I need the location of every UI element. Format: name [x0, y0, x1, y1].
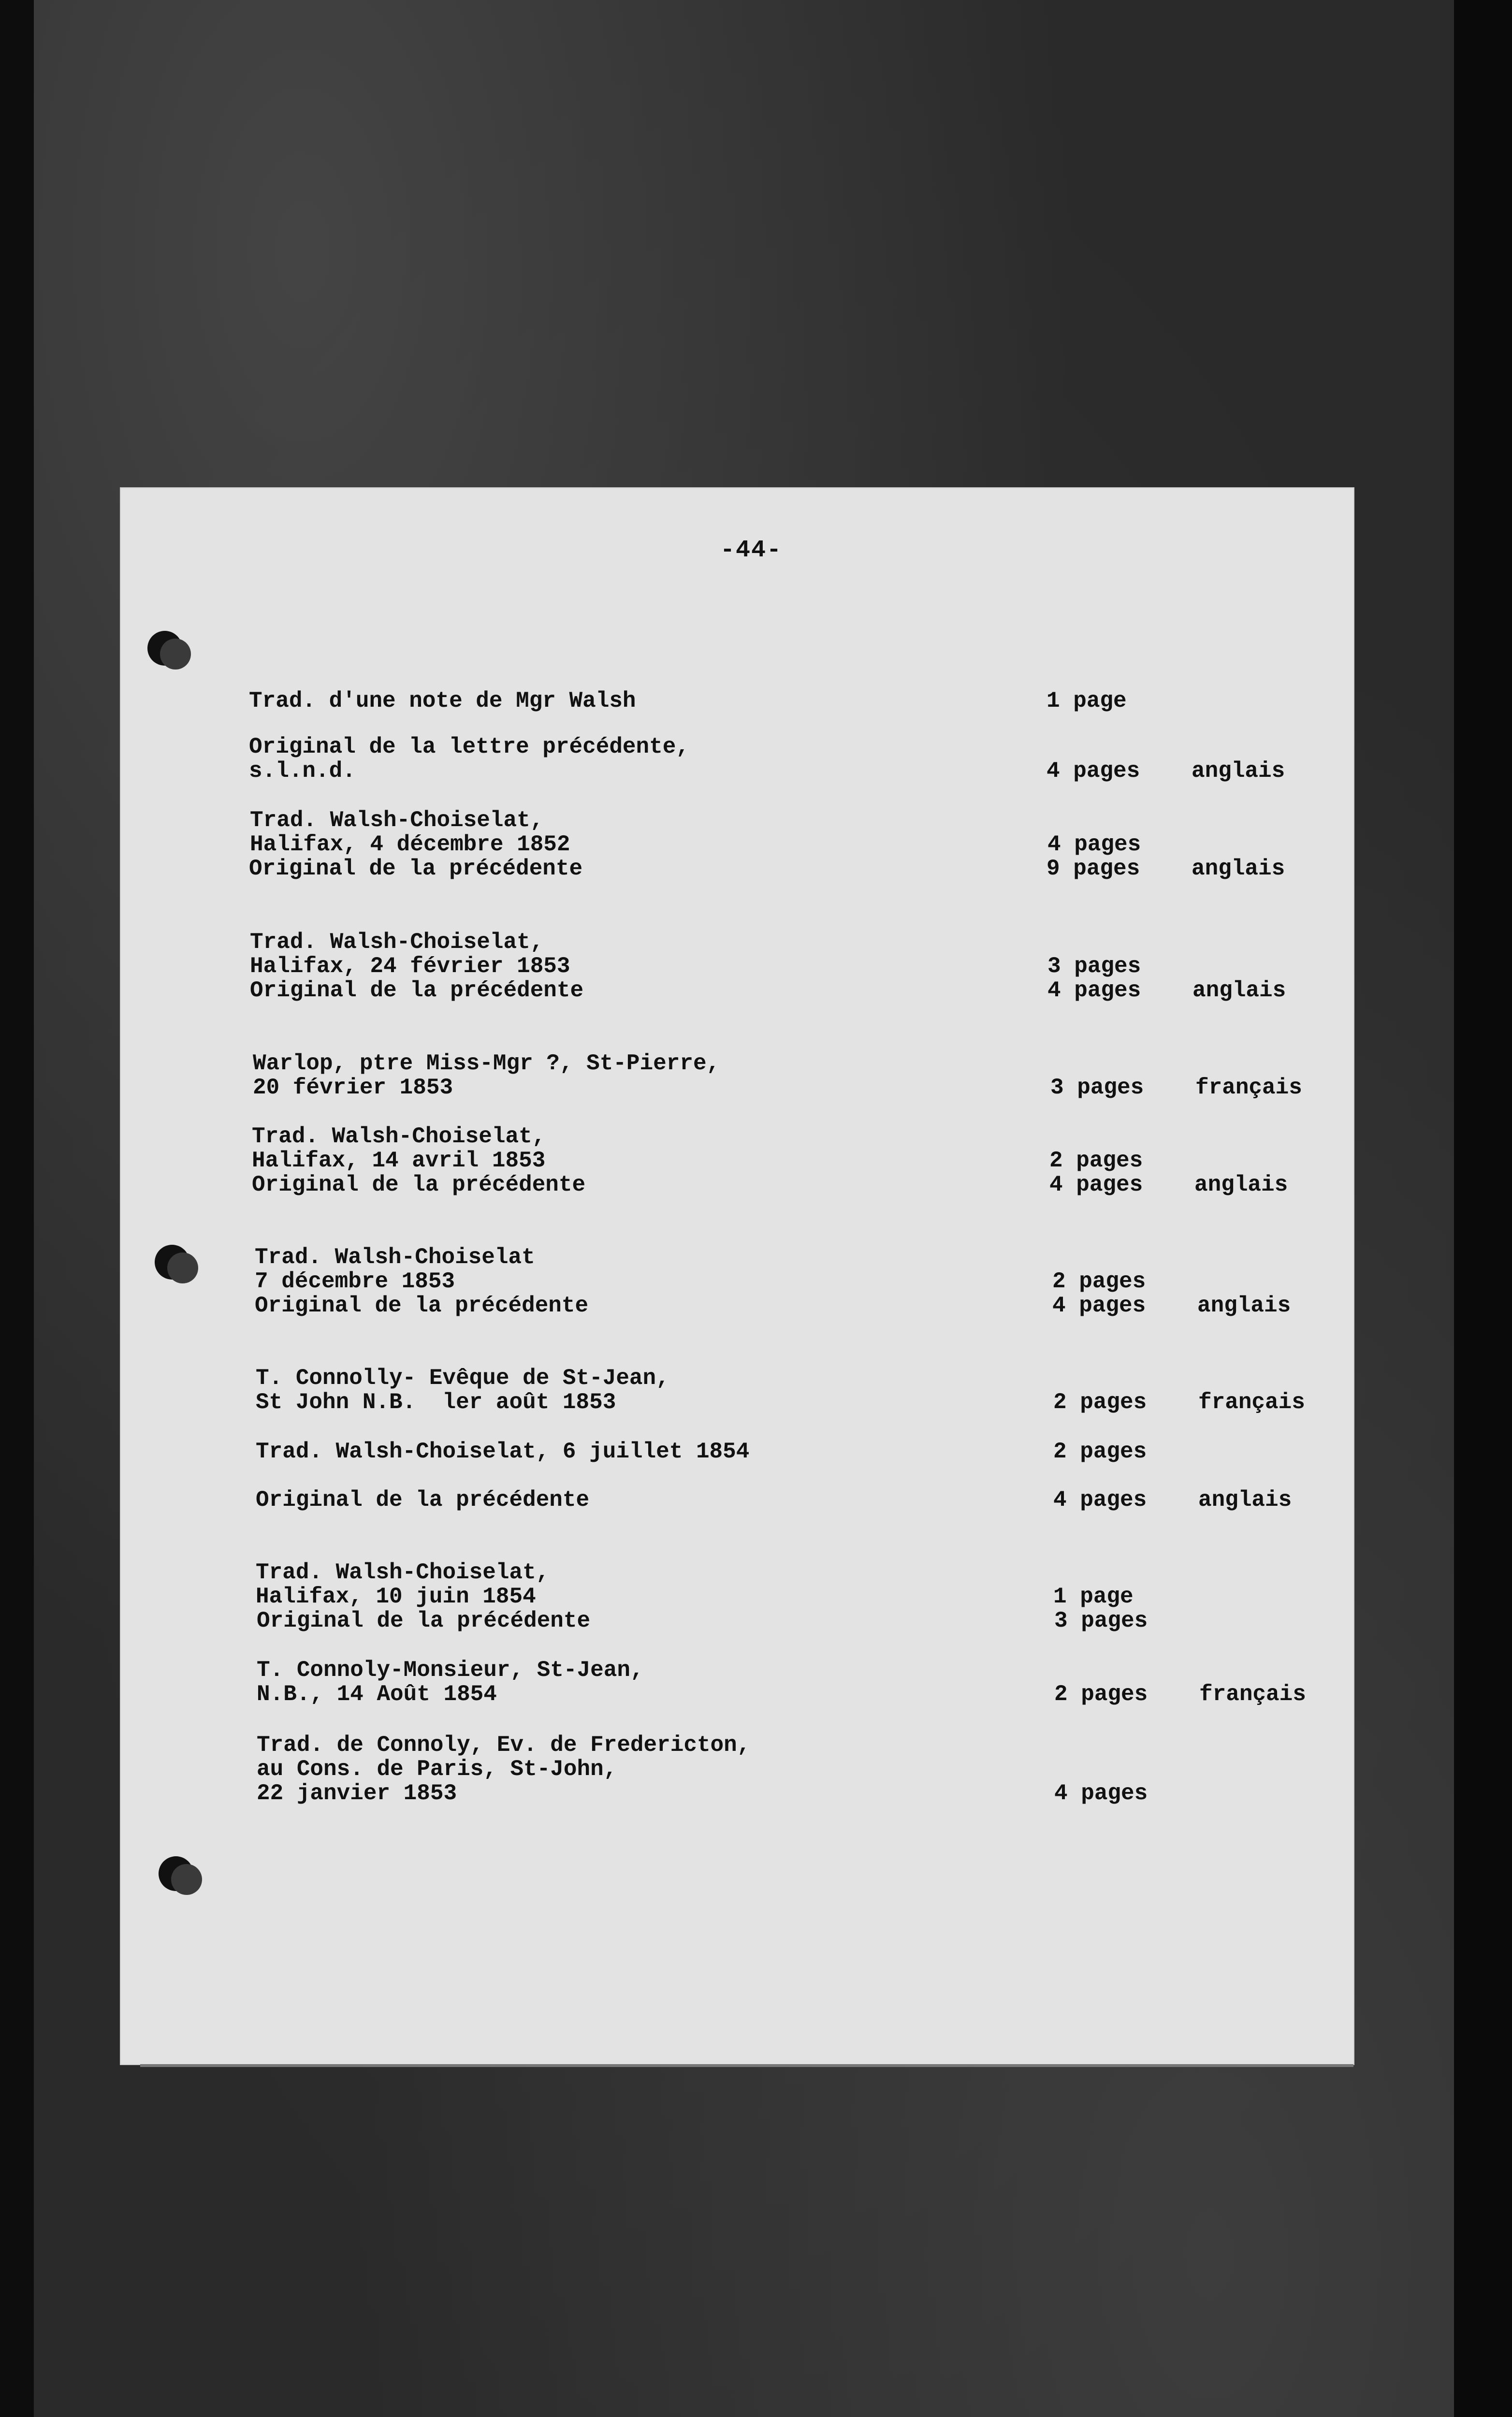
entry-title-line: N.B., 14 Août 1854 — [257, 1682, 497, 1707]
entry-title — [256, 1560, 981, 1609]
entry-title-line: St John N.B. ler août 1853 — [256, 1390, 616, 1415]
film-edge-left — [0, 0, 34, 2417]
entry-title-line: Trad. Walsh-Choiselat, — [256, 1560, 550, 1585]
entry-language: français — [1198, 1390, 1305, 1415]
document-page — [121, 488, 1353, 2064]
entry-title — [249, 735, 974, 783]
entry-page-count: 4 pages — [1049, 1172, 1143, 1197]
film-edge-right — [1454, 0, 1512, 2417]
entry-page-count: 4 pages — [1047, 758, 1140, 784]
entry-title-line: 22 janvier 1853 — [257, 1781, 457, 1806]
entry-page-count: 2 pages — [1049, 1148, 1143, 1173]
entry-page-count: 2 pages — [1053, 1439, 1147, 1464]
entry-title-line: T. Connoly-Monsieur, St-Jean, — [257, 1658, 644, 1683]
entry-language: anglais — [1198, 1487, 1292, 1513]
entry-page-count: 2 pages — [1052, 1269, 1146, 1294]
entry-title-line: Original de la précédente — [249, 856, 583, 881]
entry-title — [250, 808, 975, 857]
entry-title — [257, 1609, 982, 1633]
entry-page-count: 1 page — [1053, 1584, 1134, 1609]
entry-title-line: Halifax, 14 avril 1853 — [252, 1148, 546, 1173]
entry-title — [257, 1733, 982, 1805]
punch-hole-middle — [155, 1245, 189, 1280]
entry-title — [255, 1294, 980, 1318]
entry-title — [256, 1488, 981, 1512]
entry-page-count: 4 pages — [1047, 978, 1141, 1003]
entry-title-line: Original de la précédente — [252, 1172, 586, 1197]
entry-title — [255, 1245, 980, 1294]
page-bottom-edge — [140, 2064, 1353, 2067]
entry-language: français — [1195, 1075, 1302, 1100]
entry-title-line: Trad. de Connoly, Ev. de Fredericton, — [257, 1733, 751, 1758]
entry-title — [256, 1366, 981, 1414]
entry-page-count: 3 pages — [1054, 1608, 1148, 1633]
entry-page-count: 4 pages — [1052, 1293, 1146, 1318]
entry-page-count: 2 pages — [1053, 1390, 1147, 1415]
entry-page-count: 4 pages — [1054, 1781, 1148, 1806]
entry-title — [256, 1440, 981, 1464]
entry-title — [257, 1658, 982, 1706]
entry-language: anglais — [1192, 856, 1285, 881]
entry-page-count: 3 pages — [1047, 954, 1141, 979]
entry-title-line: T. Connolly- Evêque de St-Jean, — [256, 1366, 669, 1391]
entry-title-line: 7 décembre 1853 — [255, 1269, 455, 1294]
entry-page-count: 1 page — [1047, 688, 1127, 713]
entry-title-line: Warlop, ptre Miss-Mgr ?, St-Pierre, — [253, 1051, 720, 1076]
entry-title-line: 20 février 1853 — [253, 1075, 453, 1100]
entry-title — [252, 1173, 977, 1197]
entry-title-line: Trad. Walsh-Choiselat, 6 juillet 1854 — [256, 1439, 750, 1464]
page-number: -44- — [720, 537, 783, 564]
entry-title — [250, 930, 975, 978]
entry-page-count: 3 pages — [1050, 1075, 1144, 1100]
entry-title — [250, 978, 975, 1003]
entry-title-line: Original de la précédente — [255, 1293, 589, 1318]
entry-title-line: Trad. Walsh-Choiselat, — [250, 808, 544, 833]
entry-title-line: Halifax, 24 février 1853 — [250, 954, 570, 979]
entry-title-line: Trad. Walsh-Choiselat, — [252, 1124, 546, 1149]
entry-title-line: Trad. Walsh-Choiselat, — [250, 930, 544, 955]
entry-title-line: Halifax, 10 juin 1854 — [256, 1584, 536, 1609]
entry-title — [252, 1124, 977, 1173]
entry-title — [249, 689, 974, 713]
punch-hole-bottom — [159, 1856, 193, 1891]
entry-title-line: Trad. Walsh-Choiselat — [255, 1245, 535, 1270]
entry-title-line: Original de la précédente — [256, 1487, 590, 1513]
entry-language: français — [1199, 1682, 1306, 1707]
entry-language: anglais — [1192, 978, 1286, 1003]
entry-title-line: Original de la lettre précédente, — [249, 734, 689, 759]
entry-page-count: 2 pages — [1054, 1682, 1148, 1707]
punch-hole-top — [147, 631, 182, 666]
entry-language: anglais — [1194, 1172, 1288, 1197]
entry-title-line: Halifax, 4 décembre 1852 — [250, 832, 570, 857]
entry-title-line: Trad. d'une note de Mgr Walsh — [249, 688, 636, 713]
entry-title-line: Original de la précédente — [257, 1608, 591, 1633]
entry-title — [253, 1051, 978, 1100]
entry-title-line: Original de la précédente — [250, 978, 584, 1003]
entry-title-line: au Cons. de Paris, St-John, — [257, 1757, 617, 1782]
entry-page-count: 4 pages — [1053, 1487, 1147, 1513]
entry-page-count: 9 pages — [1047, 856, 1140, 881]
entry-page-count: 4 pages — [1047, 832, 1141, 857]
entry-language: anglais — [1197, 1293, 1291, 1318]
entry-language: anglais — [1192, 758, 1285, 784]
entry-title — [249, 857, 974, 881]
entry-title-line: s.l.n.d. — [249, 758, 356, 784]
